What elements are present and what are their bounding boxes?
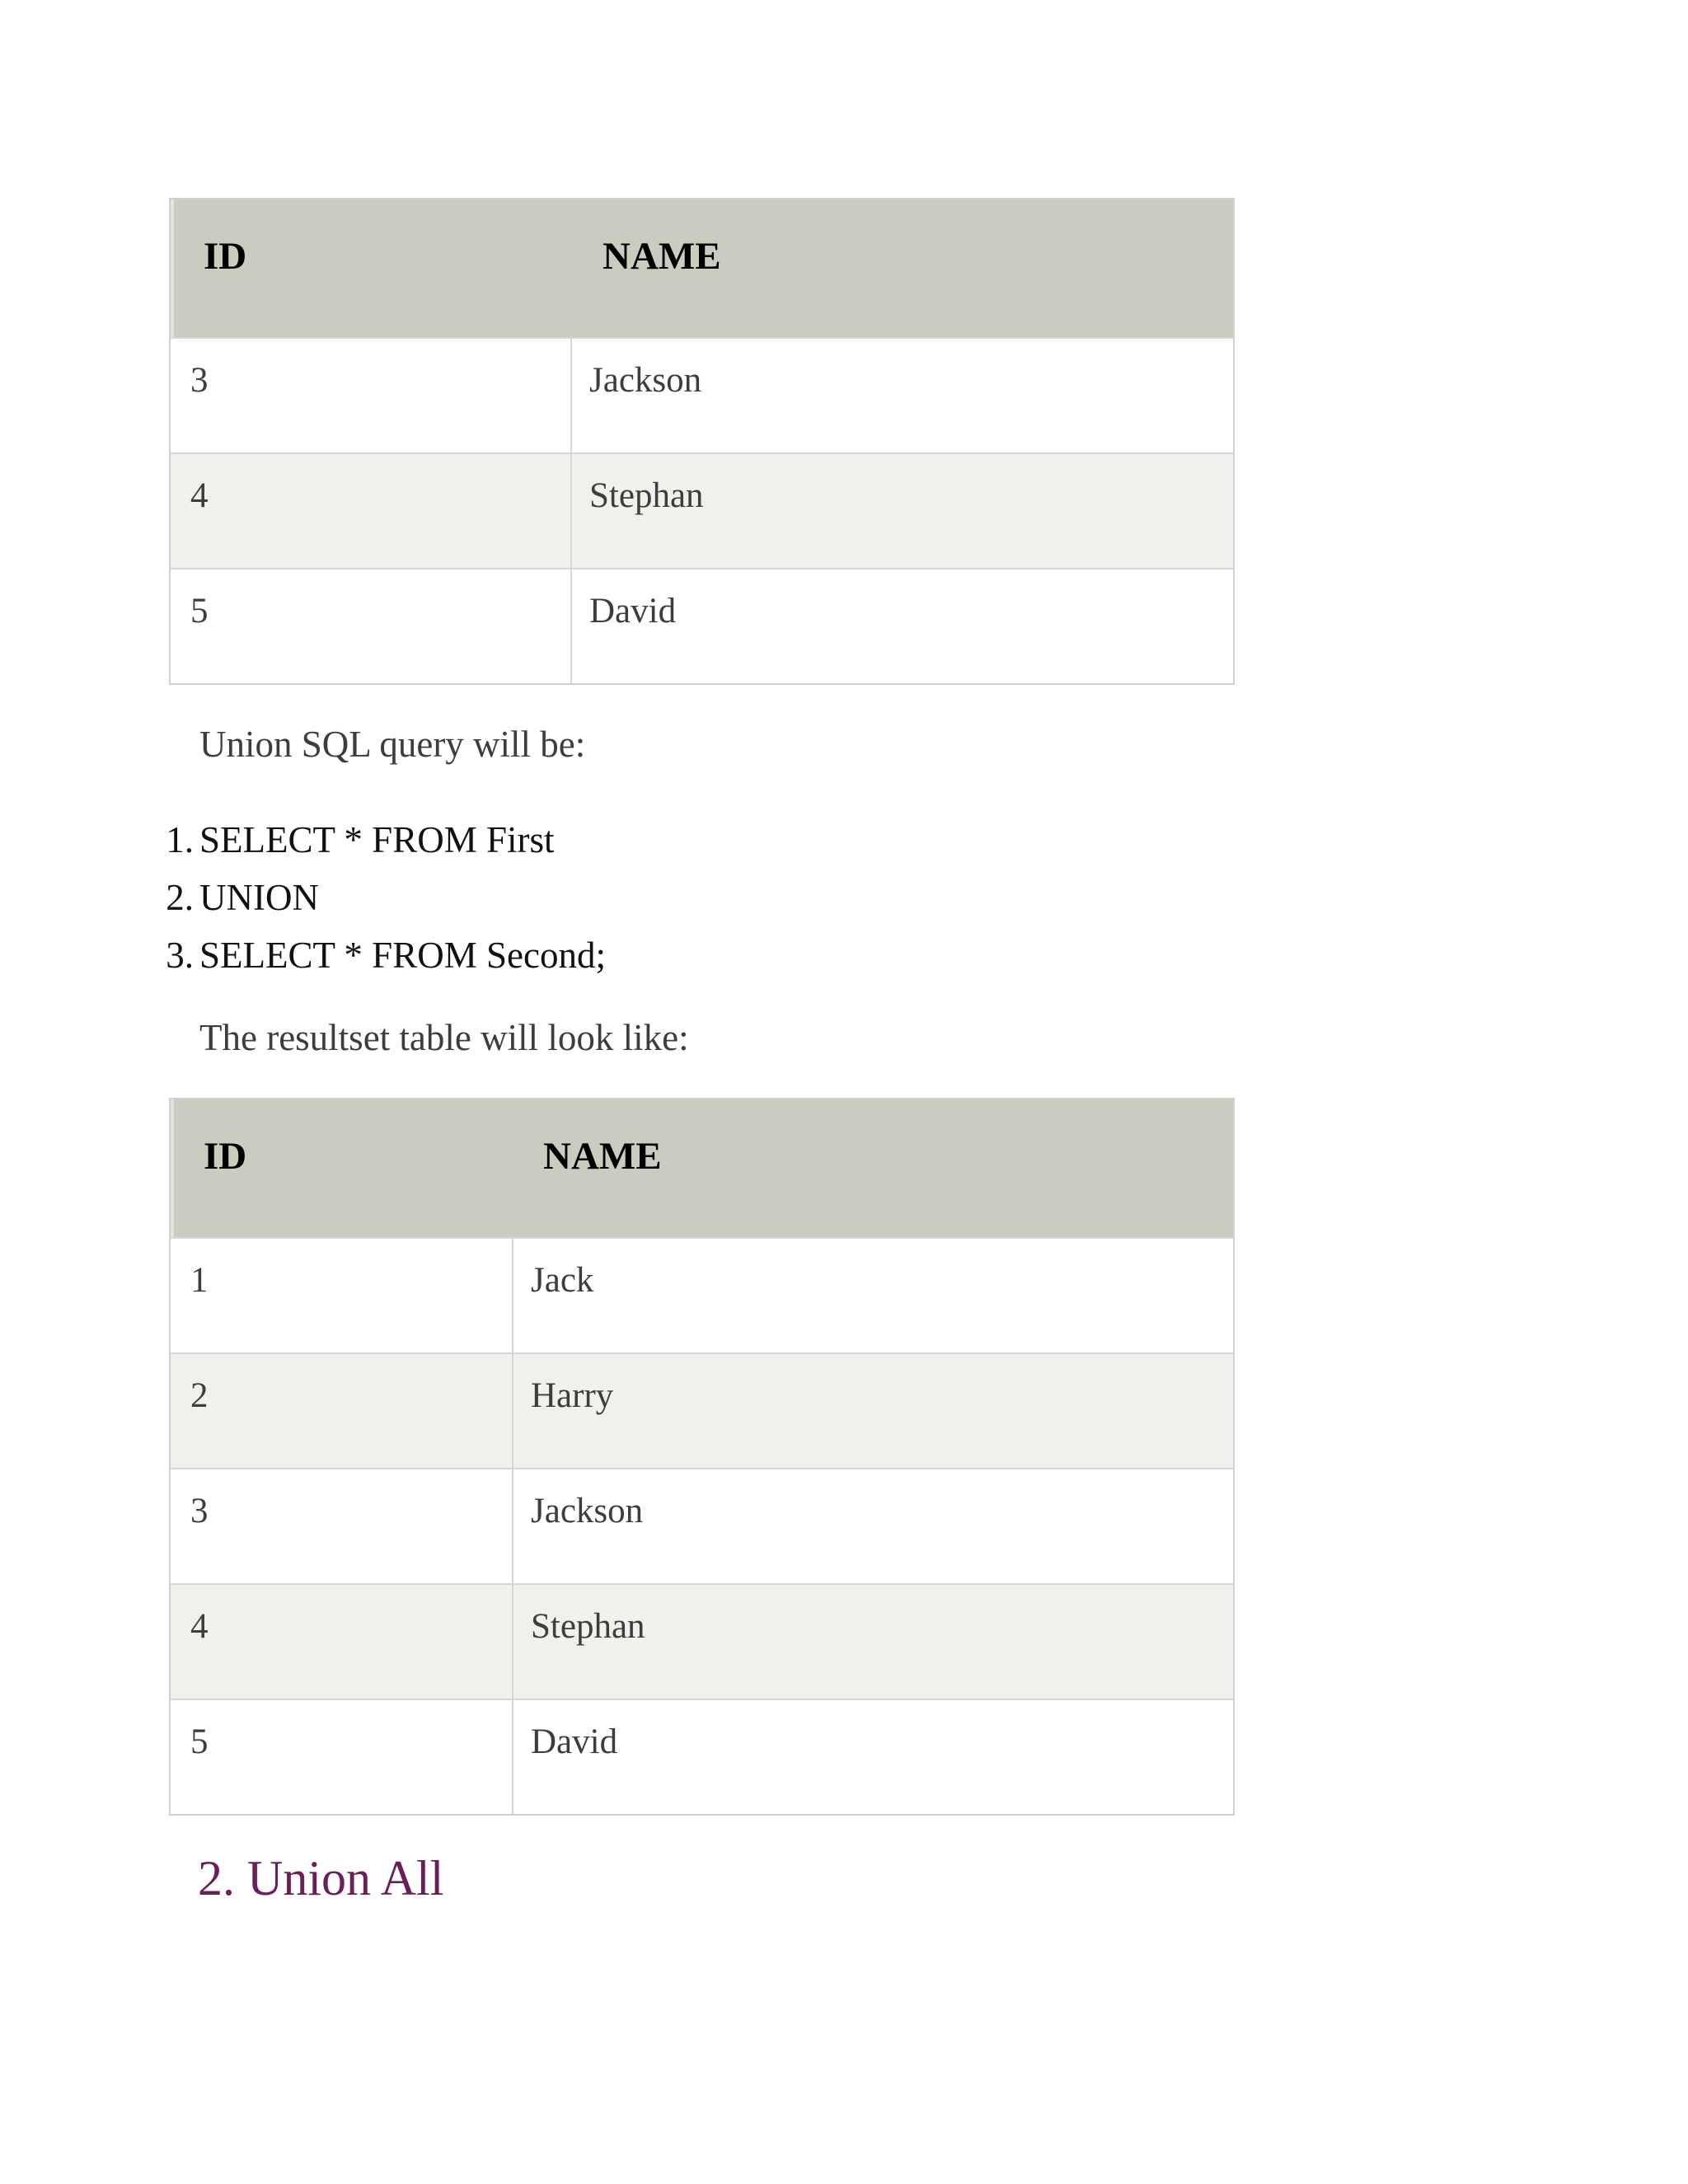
code-text: SELECT * FROM First: [199, 819, 555, 860]
column-header-name: NAME: [543, 1135, 662, 1178]
cell-name: David: [531, 1722, 618, 1761]
resultset-intro: The resultset table will look like:: [199, 1017, 689, 1058]
cell-id: 3: [190, 361, 209, 400]
cell-id: 4: [190, 1607, 209, 1646]
column-divider: [512, 1354, 513, 1468]
line-number: 2.: [166, 877, 194, 918]
line-number: 3.: [166, 935, 194, 976]
table-row: [171, 1352, 1233, 1468]
cell-name: Jackson: [531, 1492, 644, 1530]
column-header-name: NAME: [603, 235, 721, 278]
cell-id: 4: [190, 476, 209, 515]
table-row: [171, 452, 1233, 568]
cell-id: 5: [190, 1722, 209, 1761]
table-header: [171, 199, 1233, 337]
cell-name: Jackson: [589, 361, 702, 400]
cell-name: Harry: [531, 1376, 614, 1415]
column-divider: [570, 569, 572, 683]
resultset-table: [169, 1098, 1235, 1816]
column-divider: [512, 1700, 513, 1814]
union-query-intro: Union SQL query will be:: [199, 724, 586, 765]
cell-name: Stephan: [531, 1607, 645, 1646]
section-heading-union-all: 2. Union All: [198, 1851, 444, 1905]
table-row: [171, 1468, 1233, 1583]
column-divider: [512, 1469, 513, 1583]
column-divider: [570, 454, 572, 568]
code-text: UNION: [199, 877, 319, 918]
cell-name: Stephan: [589, 476, 704, 515]
column-header-id: ID: [204, 1135, 247, 1178]
cell-id: 2: [190, 1376, 209, 1415]
table-row: [171, 568, 1233, 683]
cell-id: 3: [190, 1492, 209, 1530]
column-divider: [512, 1239, 513, 1352]
column-divider: [512, 1585, 513, 1699]
line-number: 1.: [166, 819, 194, 860]
table-header: [171, 1099, 1233, 1237]
column-divider: [570, 339, 572, 452]
table-row: [171, 1237, 1233, 1352]
cell-id: 1: [190, 1261, 209, 1300]
table-row: [171, 337, 1233, 452]
cell-name: David: [589, 592, 677, 630]
cell-name: Jack: [531, 1261, 594, 1300]
table-row: [171, 1699, 1233, 1814]
column-header-id: ID: [204, 235, 247, 278]
cell-id: 5: [190, 592, 209, 630]
code-text: SELECT * FROM Second;: [199, 935, 606, 976]
table-row: [171, 1583, 1233, 1699]
second-table: [169, 198, 1235, 685]
